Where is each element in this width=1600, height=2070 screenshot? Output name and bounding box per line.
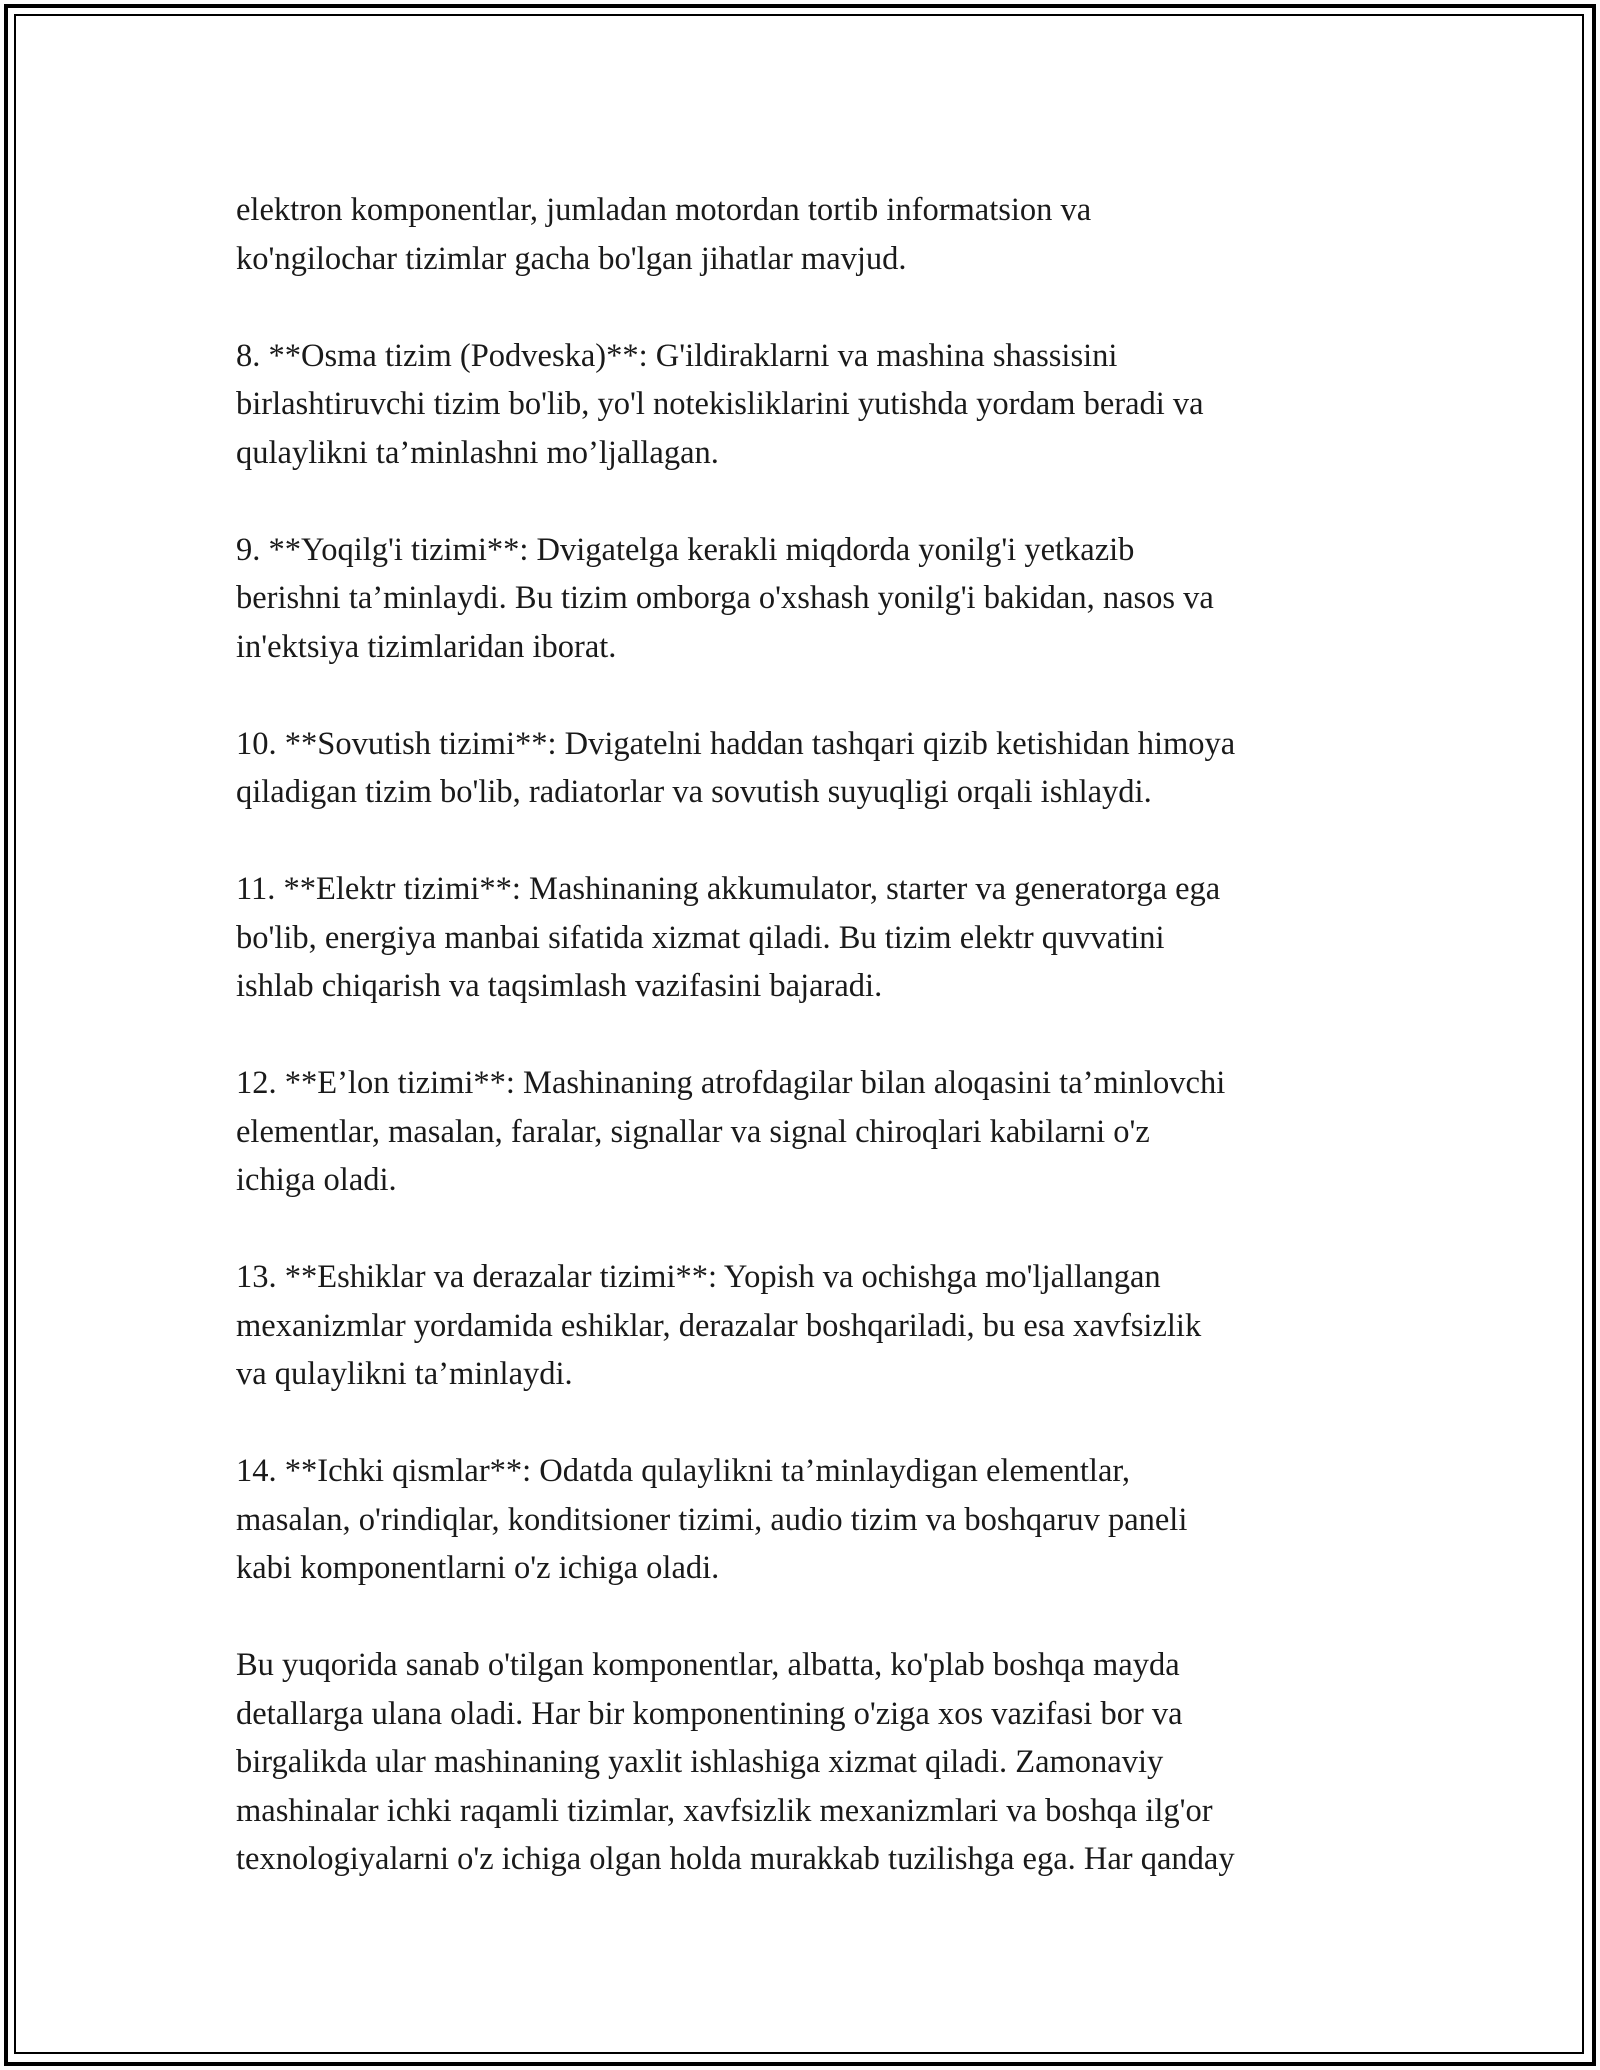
text-line: 10. **Sovutish tizimi**: Dvigatelni haddan tashqari qizib ketishidan himoya xyxy=(236,725,1236,762)
text-line: elementlar, masalan, faralar, signallar va signal chiroqlari kabilarni o'z xyxy=(236,1113,1150,1150)
text-line: masalan, o'rindiqlar, konditsioner tizimi, audio tizim va boshqaruv paneli xyxy=(236,1501,1188,1538)
text-line: 13. **Eshiklar va derazalar tizimi**: Yopish va ochishga mo'ljallangan xyxy=(236,1259,1161,1295)
text-line: mexanizmlar yordamida eshiklar, derazalar boshqariladi, bu esa xavfsizlik xyxy=(236,1307,1202,1344)
text-line: elektron komponentlar, jumladan motordan tortib informatsion va xyxy=(236,192,1092,228)
text-line: birlashtiruvchi tizim bo'lib, yo'l notekisliklarini yutishda yordam beradi va xyxy=(236,386,1204,422)
text-line: qulaylikni ta’minlashni mo’ljallagan. xyxy=(236,434,719,471)
paragraph-item-8-suspension xyxy=(236,332,1406,478)
paragraph-item-11-electrical xyxy=(236,865,1406,1011)
text-line: texnologiyalarni o'z ichiga olgan holda murakkab tuzilishga ega. Har qanday xyxy=(236,1841,1235,1877)
paragraph-intro-continuation xyxy=(236,186,1406,283)
text-line: qiladigan tizim bo'lib, radiatorlar va sovutish suyuqligi orqali ishlaydi. xyxy=(236,774,1152,810)
text-line: mashinalar ichki raqamli tizimlar, xavfsizlik mexanizmlari va boshqa ilg'or xyxy=(236,1792,1213,1829)
text-line: kabi komponentlarni o'z ichiga oladi. xyxy=(236,1550,720,1586)
text-line: birgalikda ular mashinaning yaxlit ishlashiga xizmat qiladi. Zamonaviy xyxy=(236,1744,1164,1780)
paragraph-item-12-signaling xyxy=(236,1059,1406,1205)
paragraph-item-14-interior xyxy=(236,1447,1406,1593)
text-line: 14. **Ichki qismlar**: Odatda qulaylikni ta’minlaydigan elementlar, xyxy=(236,1453,1131,1489)
paragraph-item-9-fuel xyxy=(236,526,1406,672)
text-line: 9. **Yoqilg'i tizimi**: Dvigatelga kerakli miqdorda yonilg'i yetkazib xyxy=(236,531,1135,568)
text-line: detallarga ulana oladi. Har bir komponentining o'ziga xos vazifasi bor va xyxy=(236,1695,1183,1732)
text-line: Bu yuqorida sanab o'tilgan komponentlar, albatta, ko'plab boshqa mayda xyxy=(236,1647,1180,1683)
text-line: ishlab chiqarish va taqsimlash vazifasini bajaradi. xyxy=(236,968,883,1004)
document-body xyxy=(236,186,1406,1932)
text-line: ko'ngilochar tizimlar gacha bo'lgan jihatlar mavjud. xyxy=(236,240,907,277)
text-line: 12. **E’lon tizimi**: Mashinaning atrofdagilar bilan aloqasini ta’minlovchi xyxy=(236,1065,1226,1101)
text-line: ichiga oladi. xyxy=(236,1162,397,1198)
paragraph-item-13-doors-windows xyxy=(236,1253,1406,1399)
text-line: in'ektsiya tizimlaridan iborat. xyxy=(236,628,617,665)
paragraph-item-10-cooling xyxy=(236,720,1406,817)
text-line: berishni ta’minlaydi. Bu tizim omborga o'xshash yonilg'i bakidan, nasos va xyxy=(236,580,1214,616)
text-line: bo'lib, energiya manbai sifatida xizmat qiladi. Bu tizim elektr quvvatini xyxy=(236,919,1165,956)
text-line: va qulaylikni ta’minlaydi. xyxy=(236,1356,573,1392)
text-line: 8. **Osma tizim (Podveska)**: G'ildiraklarni va mashina shassisini xyxy=(236,337,1118,374)
text-line: 11. **Elektr tizimi**: Mashinaning akkumulator, starter va generatorga ega xyxy=(236,871,1221,907)
paragraph-summary xyxy=(236,1641,1406,1884)
